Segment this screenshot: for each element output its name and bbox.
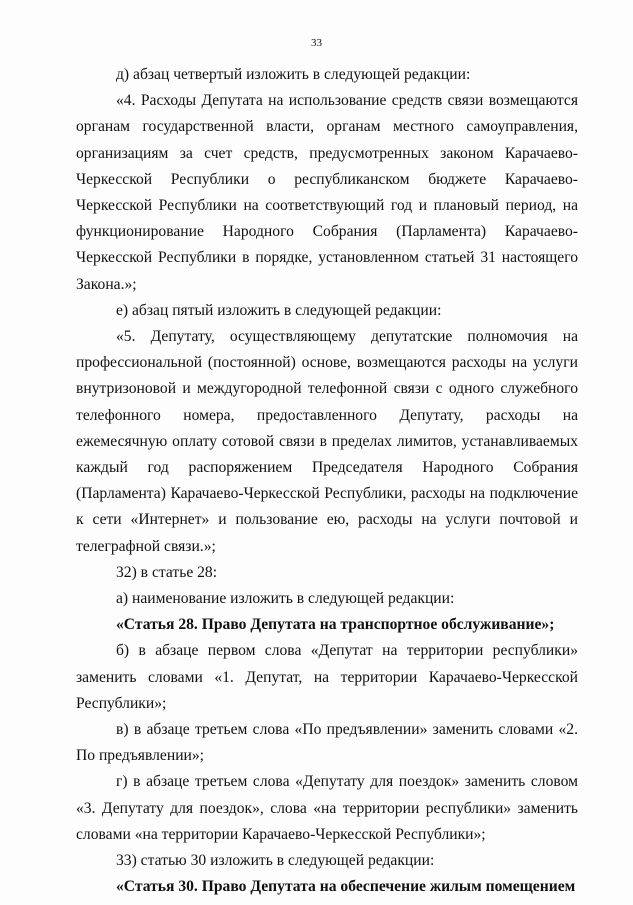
- paragraph-point-33: 33) статью 30 изложить в следующей редакции:: [116, 852, 435, 870]
- paragraph-item-5-text: «5. Депутату, осуществляющему депутатские полномочия на профессиональной (постоянной) основе, возмещаются расходы на услуги внутризоновой и междугородной телефонной связи с одного служебного телефонного номера, предоставленного Депутату, расходы на ежемесячную оплату сотовой связи в пределах лимитов, устанавливаемых каждый год распоряжением Председателя Народного Собрания (Парламента) Карачаево-Черкесской Республики, расходы на подключение к сети «Интернет» и пользование ею, расходы на услуги почтовой и телеграфной связи.»;: [76, 328, 578, 555]
- paragraph-point-32: 32) в статье 28:: [116, 563, 218, 581]
- paragraph-amendment-v: в) в абзаце третьем слова «По предъявлении» заменить словами «2. По предъявлении»;: [76, 721, 578, 765]
- page-number: 33: [311, 37, 322, 49]
- paragraph-amendment-d: д) абзац четвертый изложить в следующей редакции:: [116, 66, 471, 83]
- paragraph-amendment-e: е) абзац пятый изложить в следующей редакции:: [116, 301, 442, 319]
- paragraph-amendment-g: г) в абзаце третьем слова «Депутату для поездок» заменить словом «3. Депутату для поездок», слова «на территории республики» заменить словами «на территории Карачаево-Черкесской Республики»;: [76, 773, 578, 843]
- document-body: [76, 62, 578, 901]
- paragraph-amendment-a: а) наименование изложить в следующей редакции:: [116, 590, 455, 608]
- paragraph-item-4-text: «4. Расходы Депутата на использование средств связи возмещаются органам государственной власти, органам местного самоуправления, организациям за счет средств, предусмотренных законом Карачаево-Черкесской Республики о республиканском бюджете Карачаево-Черкесской Республики на соответствующий год и плановый период, на функционирование Народного Собрания (Парламента) Карачаево-Черкесской Республики в порядке, установленном статьей 31 настоящего Закона.»;: [76, 92, 578, 293]
- article-30-heading: «Статья 30. Право Депутата на обеспечение жилым помещением: [116, 878, 576, 896]
- paragraph-amendment-b: б) в абзаце первом слова «Депутат на территории республики» заменить словами «1. Депутат, на территории Карачаево-Черкесской Республики»;: [76, 642, 578, 712]
- article-28-heading: «Статья 28. Право Депутата на транспортное обслуживание»;: [116, 616, 555, 634]
